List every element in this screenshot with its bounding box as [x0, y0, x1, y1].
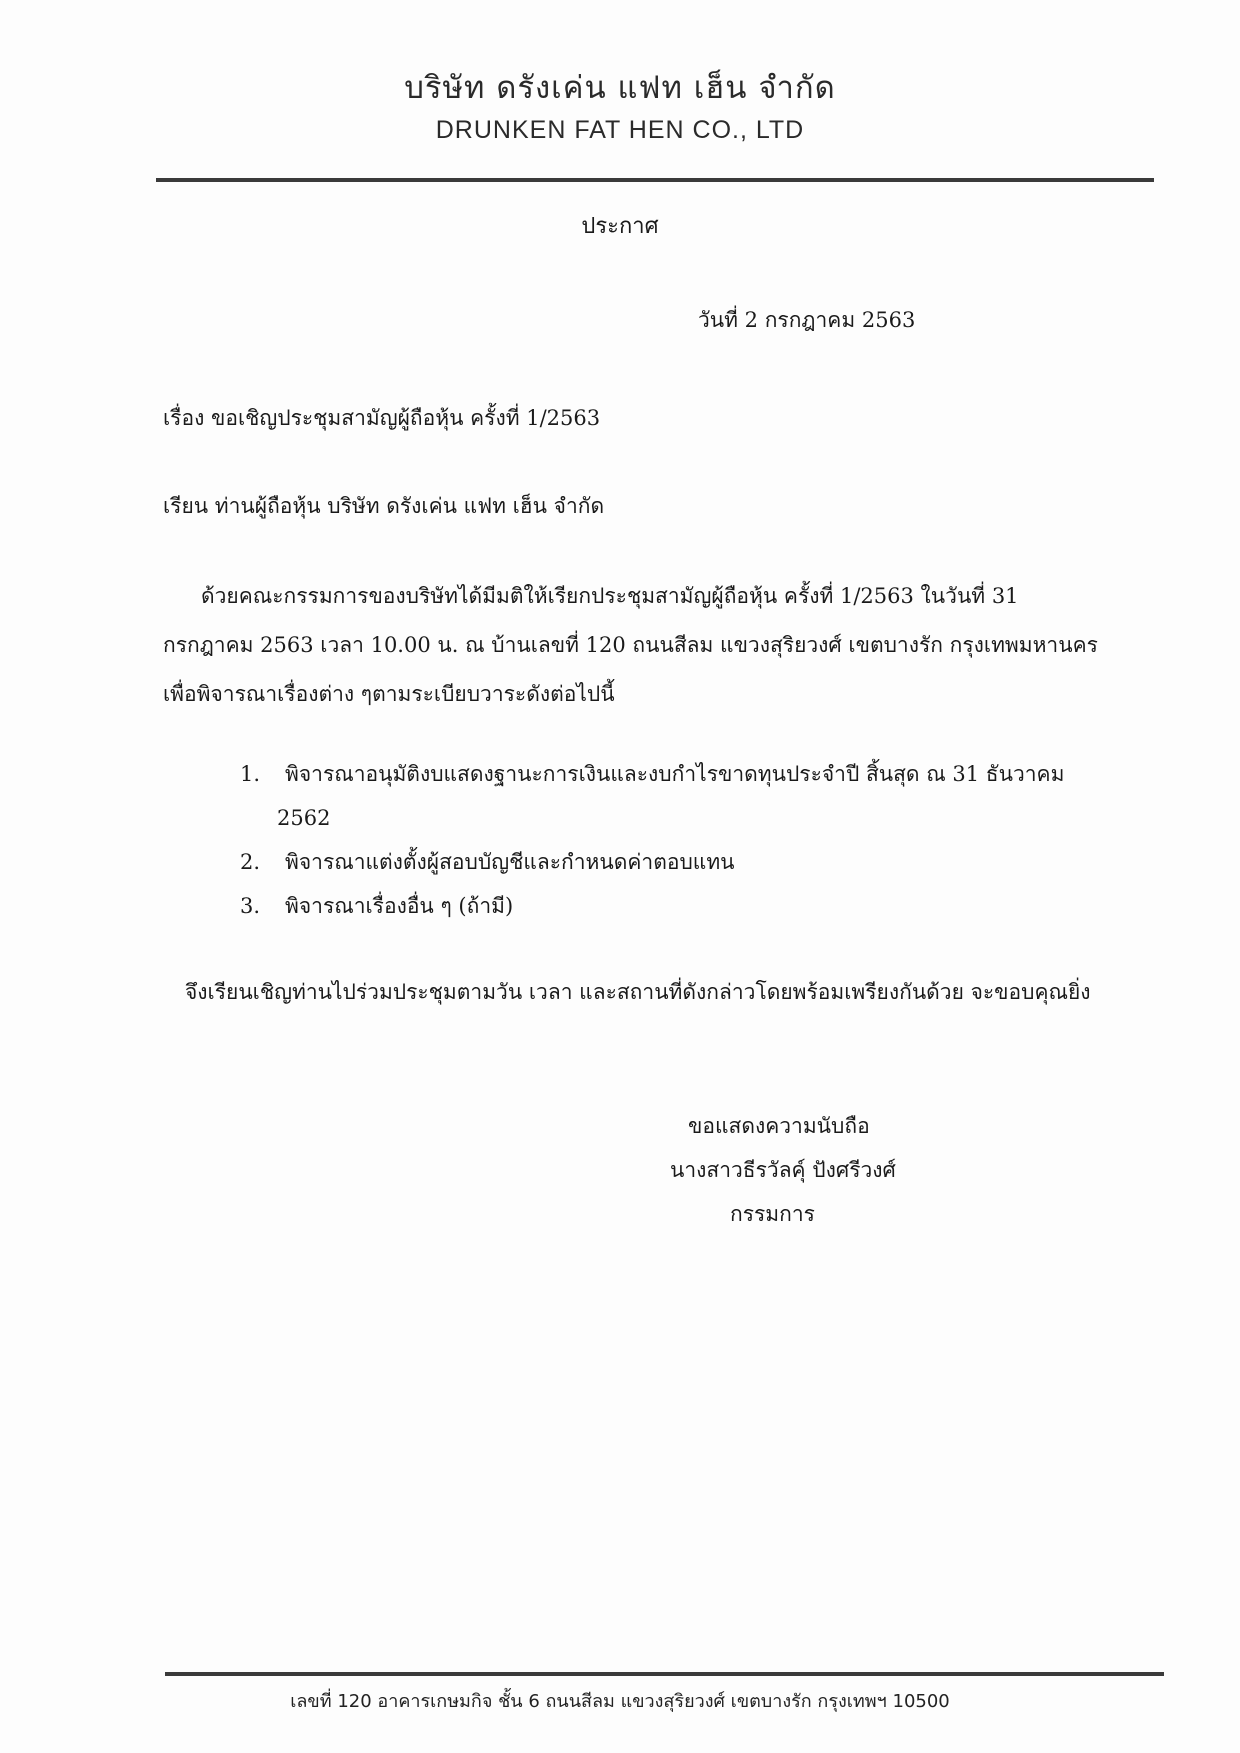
- agenda-item-text: พิจารณาเรื่องอื่น ๆ (ถ้ามี): [285, 894, 514, 918]
- agenda-item-text: พิจารณาอนุมัติงบแสดงฐานะการเงินและงบกำไรขาดทุนประจำปี สิ้นสุด ณ 31 ธันวาคม: [285, 762, 1065, 786]
- agenda-item-number: 2.: [240, 850, 261, 874]
- signatory-title: กรรมการ: [730, 1202, 815, 1226]
- document-date: วันที่ 2 กรกฎาคม 2563: [698, 308, 916, 332]
- footer-address: เลขที่ 120 อาคารเกษมกิจ ชั้น 6 ถนนสีลม แขวงสุริยวงศ์ เขตบางรัก กรุงเทพฯ 10500: [290, 1691, 950, 1712]
- document-type-heading: ประกาศ: [581, 214, 659, 239]
- signatory-name: นางสาวธีรวัลคุ์ ปังศรีวงศ์: [670, 1158, 896, 1182]
- agenda-item-number: 3.: [240, 894, 261, 918]
- agenda-item-text: พิจารณาแต่งตั้งผู้สอบบัญชีและกำหนดค่าตอบแทน: [285, 850, 735, 874]
- document-subject: เรื่อง ขอเชิญประชุมสามัญผู้ถือหุ้น ครั้งที่ 1/2563: [163, 406, 601, 430]
- footer-divider: [165, 1672, 1164, 1676]
- document-recipient: เรียน ท่านผู้ถือหุ้น บริษัท ดรังเค่น แฟท เฮ็น จำกัด: [163, 494, 605, 518]
- signature-closing: ขอแสดงความนับถือ: [688, 1114, 870, 1138]
- agenda-item: [240, 884, 1090, 928]
- agenda-item-continuation: 2562: [277, 806, 331, 830]
- company-name-english: DRUNKEN FAT HEN CO., LTD: [435, 116, 805, 144]
- header-divider: [156, 178, 1154, 182]
- agenda-item-number: 1.: [240, 762, 261, 786]
- signature-block: [650, 1104, 950, 1236]
- agenda-item: [240, 752, 1090, 840]
- closing-sentence: จึงเรียนเชิญท่านไปร่วมประชุมตามวัน เวลา และสถานที่ดังกล่าวโดยพร้อมเพรียงกันด้วย จะขอบคุณยิ่ง: [185, 980, 1091, 1004]
- agenda-item: [240, 840, 1090, 884]
- company-name-thai: บริษัท ดรังเค่น แฟท เฮ็น จำกัด: [404, 70, 836, 106]
- agenda-list: [240, 752, 1090, 928]
- body-paragraph: ด้วยคณะกรรมการของบริษัทได้มีมติให้เรียกประชุมสามัญผู้ถือหุ้น ครั้งที่ 1/2563 ในวันที่ 31 กรกฎาคม 2563 เวลา 10.00 น. ณ บ้านเลขที่ 120 ถนนสีลม แขวงสุริยวงศ์ เขตบางรัก กรุงเทพมหานคร เพื่อพิจารณาเรื่องต่าง ๆตามระเบียบวาระดังต่อไปนี้: [163, 584, 1098, 706]
